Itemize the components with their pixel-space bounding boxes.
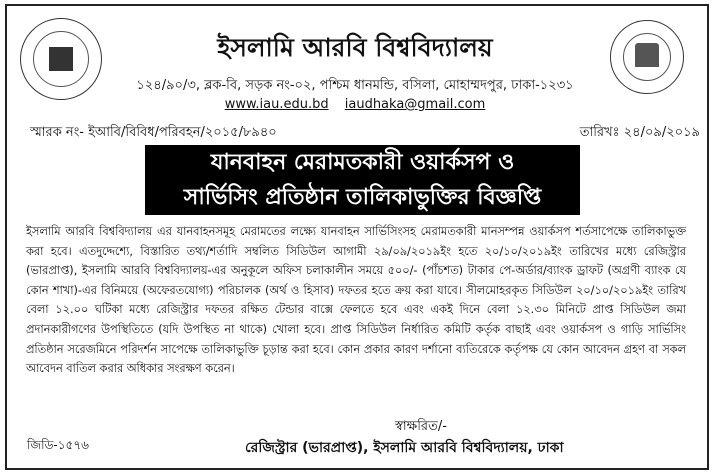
signatory: রেজিস্ট্রার (ভারপ্রাপ্ত), ইসলামি আরবি বিশ্ববিদ্যালয়, ঢাকা	[245, 440, 564, 456]
memo-date: তারিখঃ ২৪/০৯/২০১৯	[579, 125, 700, 140]
gd-number: জিডি-১৫৭৬	[27, 438, 89, 452]
website-link[interactable]: www.iau.edu.bd	[224, 97, 329, 112]
seal-building-emblem	[635, 43, 659, 67]
university-name: ইসলামি আরবি বিশ্ববিদ্যালয়	[217, 33, 493, 62]
email-link[interactable]: iaudhaka@gmail.com	[344, 97, 486, 112]
university-seal-left-logo	[20, 18, 102, 100]
memo-reference: স্মারক নং- ইআবি/বিবিধ/পরিবহন/২০১৫/৮৯৪০	[30, 125, 277, 140]
university-address: ১২৪/৯০/৩, ব্লক-বি, সড়ক নং-০২, পশ্চিম ধানমন্ডি, বসিলা, মোহাম্মদপুর, ঢাকা-১২৩১	[136, 78, 574, 93]
notice-title-line2: সার্ভিসিং প্রতিষ্ঠান তালিকাভুক্তির বিজ্ঞপ্তি	[183, 185, 542, 210]
notice-body: ইসলামি আরবি বিশ্ববিদ্যালয় এর যানবাহনসমূহ মেরামতের লক্ষ্যে যানবাহন সার্ভিসিংসহ মেরামতকারী মানসম্পন্ন ওয়ার্কসপ শর্তসাপেক্ষে তালিকাভুক্ত করা হবে। এতদুদ্দেশ্যে, বিস্তারিত তথ্য/শর্তাদি সম্বলিত সিডিউল আগামী ২৯/০৯/২০১৯ইং হতে ২০/১০/২০১৯ইং তারিখের মধ্যে রেজিস্ট্রার (ভারপ্রাপ্ত), ইসলামি আরবি বিশ্ববিদ্যালয়-এর অনুকূলে অফিস চলাকালীন সময়ে ৫০০/- (পাঁচশত) টাকার পে-অর্ডার/ব্যাংক ড্রাফট (অগ্রণী ব্যাংক যে কোন শাখা)-এর বিনিময়ে (অফেরতযোগ্য) পরিচালক (অর্থ ও হিসাব) দফতর হতে ক্রয় করা যাবে। সীলমোহরকৃত সিডিউল ২০/১০/২০১৯ইং তারিখ বেলা ১২.০০ ঘটিকা মধ্যে রেজিস্ট্রার দফতর রক্ষিত টেন্ডার বাক্সে ফেলতে হবে এবং একই দিনে বেলা ১২.৩০ মিনিটে প্রাপ্ত সিডিউল জমা প্রদানকারীগণের উপস্থিতিতে (যদি উপস্থিত না থাকে) খোলা হবে। প্রাপ্ত সিডিউল নির্ধারিত কমিটি কর্তৃক বাছাই এবং ওয়ার্কসপ ও গাড়ি সার্ভিসিং প্রতিষ্ঠান সরেজমিনে পরিদর্শন সাপেক্ষে তালিকাভুক্তি চূড়ান্ত করা হবে। কোন প্রকার কারণ দর্শানো ব্যতিরেকে কর্তৃপক্ষ যে কোন আবেদন গ্রহণ বা সকল আবেদন বাতিল করার অধিকার সংরক্ষণ করেন।	[26, 225, 686, 376]
notice-title-banner	[145, 145, 580, 215]
signed-label: স্বাক্ষরিত/-	[395, 419, 447, 434]
university-seal-right-logo	[610, 20, 684, 94]
seal-emblem	[49, 47, 73, 71]
contact-line	[110, 97, 600, 112]
notice-title-line1: যানবাহন মেরামতকারী ওয়ার্কসপ ও	[210, 150, 515, 175]
